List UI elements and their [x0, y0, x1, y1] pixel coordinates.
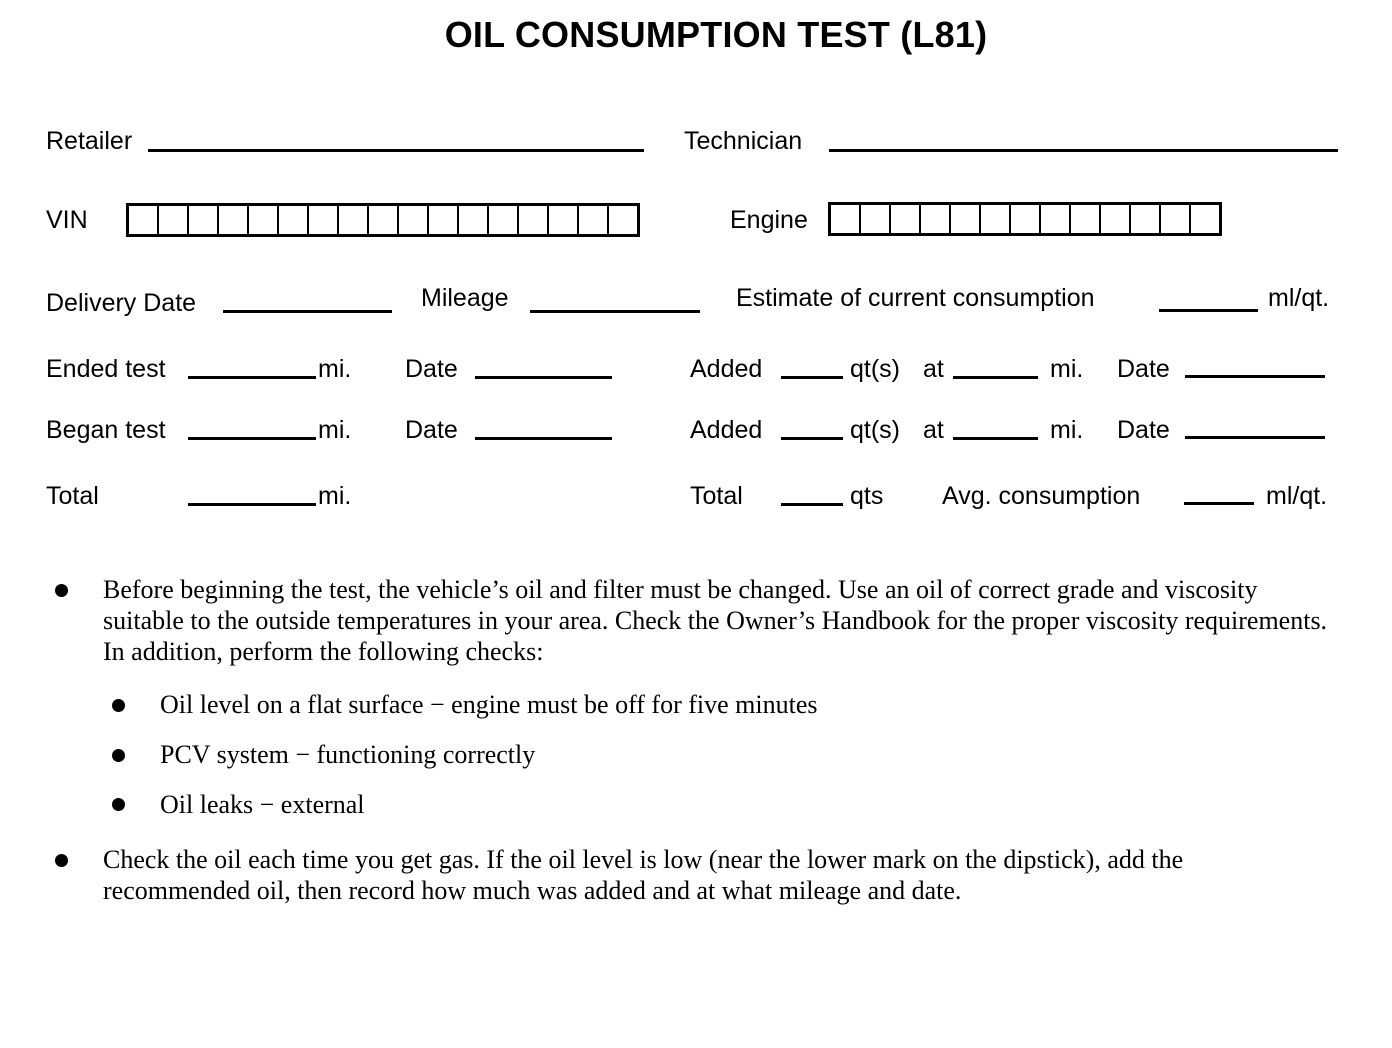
bullet-marker [112, 749, 125, 762]
vin-box-grid[interactable] [126, 203, 640, 237]
engine-char-box[interactable] [981, 205, 1011, 233]
technician-label: Technician [684, 127, 803, 155]
vin-char-box[interactable] [609, 206, 637, 234]
total-miles-label: Total [46, 482, 99, 510]
check-item-oil-level: Oil level on a flat surface − engine must be off for five minutes [160, 690, 818, 719]
vin-char-box[interactable] [309, 206, 339, 234]
added-1-label: Added [690, 355, 763, 383]
began-test-label: Began test [46, 416, 166, 444]
vin-char-box[interactable] [369, 206, 399, 234]
added-2-miles-field[interactable] [953, 437, 1038, 440]
began-test-date-field[interactable] [475, 437, 612, 440]
engine-char-box[interactable] [1071, 205, 1101, 233]
vin-char-box[interactable] [579, 206, 609, 234]
instruction-paragraph-2: Check the oil each time you get gas. If the oil level is low (near the lower mark on the dipstick), add the recommended oil, then record how much was added and at what mileage and date. [103, 845, 1184, 905]
engine-box-grid[interactable] [828, 202, 1222, 236]
vin-char-box[interactable] [489, 206, 519, 234]
engine-char-box[interactable] [1041, 205, 1071, 233]
added-1-at-label: at [923, 355, 944, 383]
added-1-date-field[interactable] [1185, 375, 1325, 378]
ended-test-label: Ended test [46, 355, 166, 383]
total-qts-label: Total [690, 482, 743, 510]
added-2-date-label: Date [1117, 416, 1170, 444]
engine-char-box[interactable] [951, 205, 981, 233]
avg-consumption-label: Avg. consumption [942, 482, 1141, 510]
engine-char-box[interactable] [1101, 205, 1131, 233]
vin-char-box[interactable] [339, 206, 369, 234]
vin-label: VIN [46, 206, 88, 234]
engine-char-box[interactable] [1161, 205, 1191, 233]
added-2-label: Added [690, 416, 763, 444]
ended-test-date-label: Date [405, 355, 458, 383]
avg-consumption-field[interactable] [1184, 502, 1254, 505]
vin-char-box[interactable] [129, 206, 159, 234]
vin-char-box[interactable] [219, 206, 249, 234]
engine-label: Engine [730, 206, 808, 234]
engine-char-box[interactable] [1011, 205, 1041, 233]
added-1-date-label: Date [1117, 355, 1170, 383]
engine-char-box[interactable] [1131, 205, 1161, 233]
retailer-field[interactable] [148, 149, 644, 152]
vin-char-box[interactable] [399, 206, 429, 234]
added-1-mi-unit: mi. [1050, 355, 1084, 383]
ended-test-miles-field[interactable] [188, 376, 316, 379]
check-item-leaks: Oil leaks − external [160, 790, 365, 819]
bullet-marker [112, 699, 125, 712]
engine-char-box[interactable] [1191, 205, 1219, 233]
added-1-qts-field[interactable] [781, 376, 843, 379]
technician-field[interactable] [829, 149, 1338, 152]
added-2-date-field[interactable] [1185, 436, 1325, 439]
added-2-at-label: at [923, 416, 944, 444]
bullet-marker [55, 584, 68, 597]
added-2-mi-unit: mi. [1050, 416, 1084, 444]
form-title: OIL CONSUMPTION TEST (L81) [444, 14, 988, 55]
engine-char-box[interactable] [921, 205, 951, 233]
engine-char-box[interactable] [891, 205, 921, 233]
ended-test-mi-unit: mi. [318, 355, 352, 383]
estimate-field[interactable] [1159, 309, 1258, 312]
mileage-label: Mileage [421, 284, 509, 312]
vin-char-box[interactable] [549, 206, 579, 234]
estimate-unit: ml/qt. [1268, 284, 1330, 312]
vin-char-box[interactable] [189, 206, 219, 234]
total-qts-field[interactable] [781, 503, 843, 506]
ended-test-date-field[interactable] [475, 376, 612, 379]
added-2-qts-field[interactable] [781, 437, 843, 440]
bullet-marker [112, 798, 125, 811]
retailer-label: Retailer [46, 127, 133, 155]
estimate-label: Estimate of current consumption [736, 284, 1095, 312]
check-item-pcv: PCV system − functioning correctly [160, 740, 536, 769]
vin-char-box[interactable] [159, 206, 189, 234]
vin-char-box[interactable] [279, 206, 309, 234]
delivery-date-field[interactable] [223, 310, 392, 313]
added-1-qts-unit: qt(s) [850, 355, 900, 383]
bullet-marker [55, 854, 68, 867]
mileage-field[interactable] [530, 310, 700, 313]
vin-char-box[interactable] [249, 206, 279, 234]
began-test-miles-field[interactable] [188, 437, 316, 440]
total-mi-unit: mi. [318, 482, 352, 510]
added-2-qts-unit: qt(s) [850, 416, 900, 444]
vin-char-box[interactable] [429, 206, 459, 234]
began-test-date-label: Date [405, 416, 458, 444]
total-qts-unit: qts [850, 482, 884, 510]
avg-consumption-unit: ml/qt. [1266, 482, 1328, 510]
engine-char-box[interactable] [861, 205, 891, 233]
instruction-paragraph-1: Before beginning the test, the vehicle’s oil and filter must be changed. Use an oil of correct grade and viscosity suitable to the outside temperatures in your area. Check the Owner’s Handbook for the proper viscosity requirements. In addition, perform the following checks: [103, 575, 1328, 666]
added-1-miles-field[interactable] [953, 376, 1038, 379]
engine-char-box[interactable] [831, 205, 861, 233]
began-test-mi-unit: mi. [318, 416, 352, 444]
delivery-date-label: Delivery Date [46, 289, 197, 317]
vin-char-box[interactable] [459, 206, 489, 234]
total-miles-field[interactable] [188, 503, 316, 506]
vin-char-box[interactable] [519, 206, 549, 234]
